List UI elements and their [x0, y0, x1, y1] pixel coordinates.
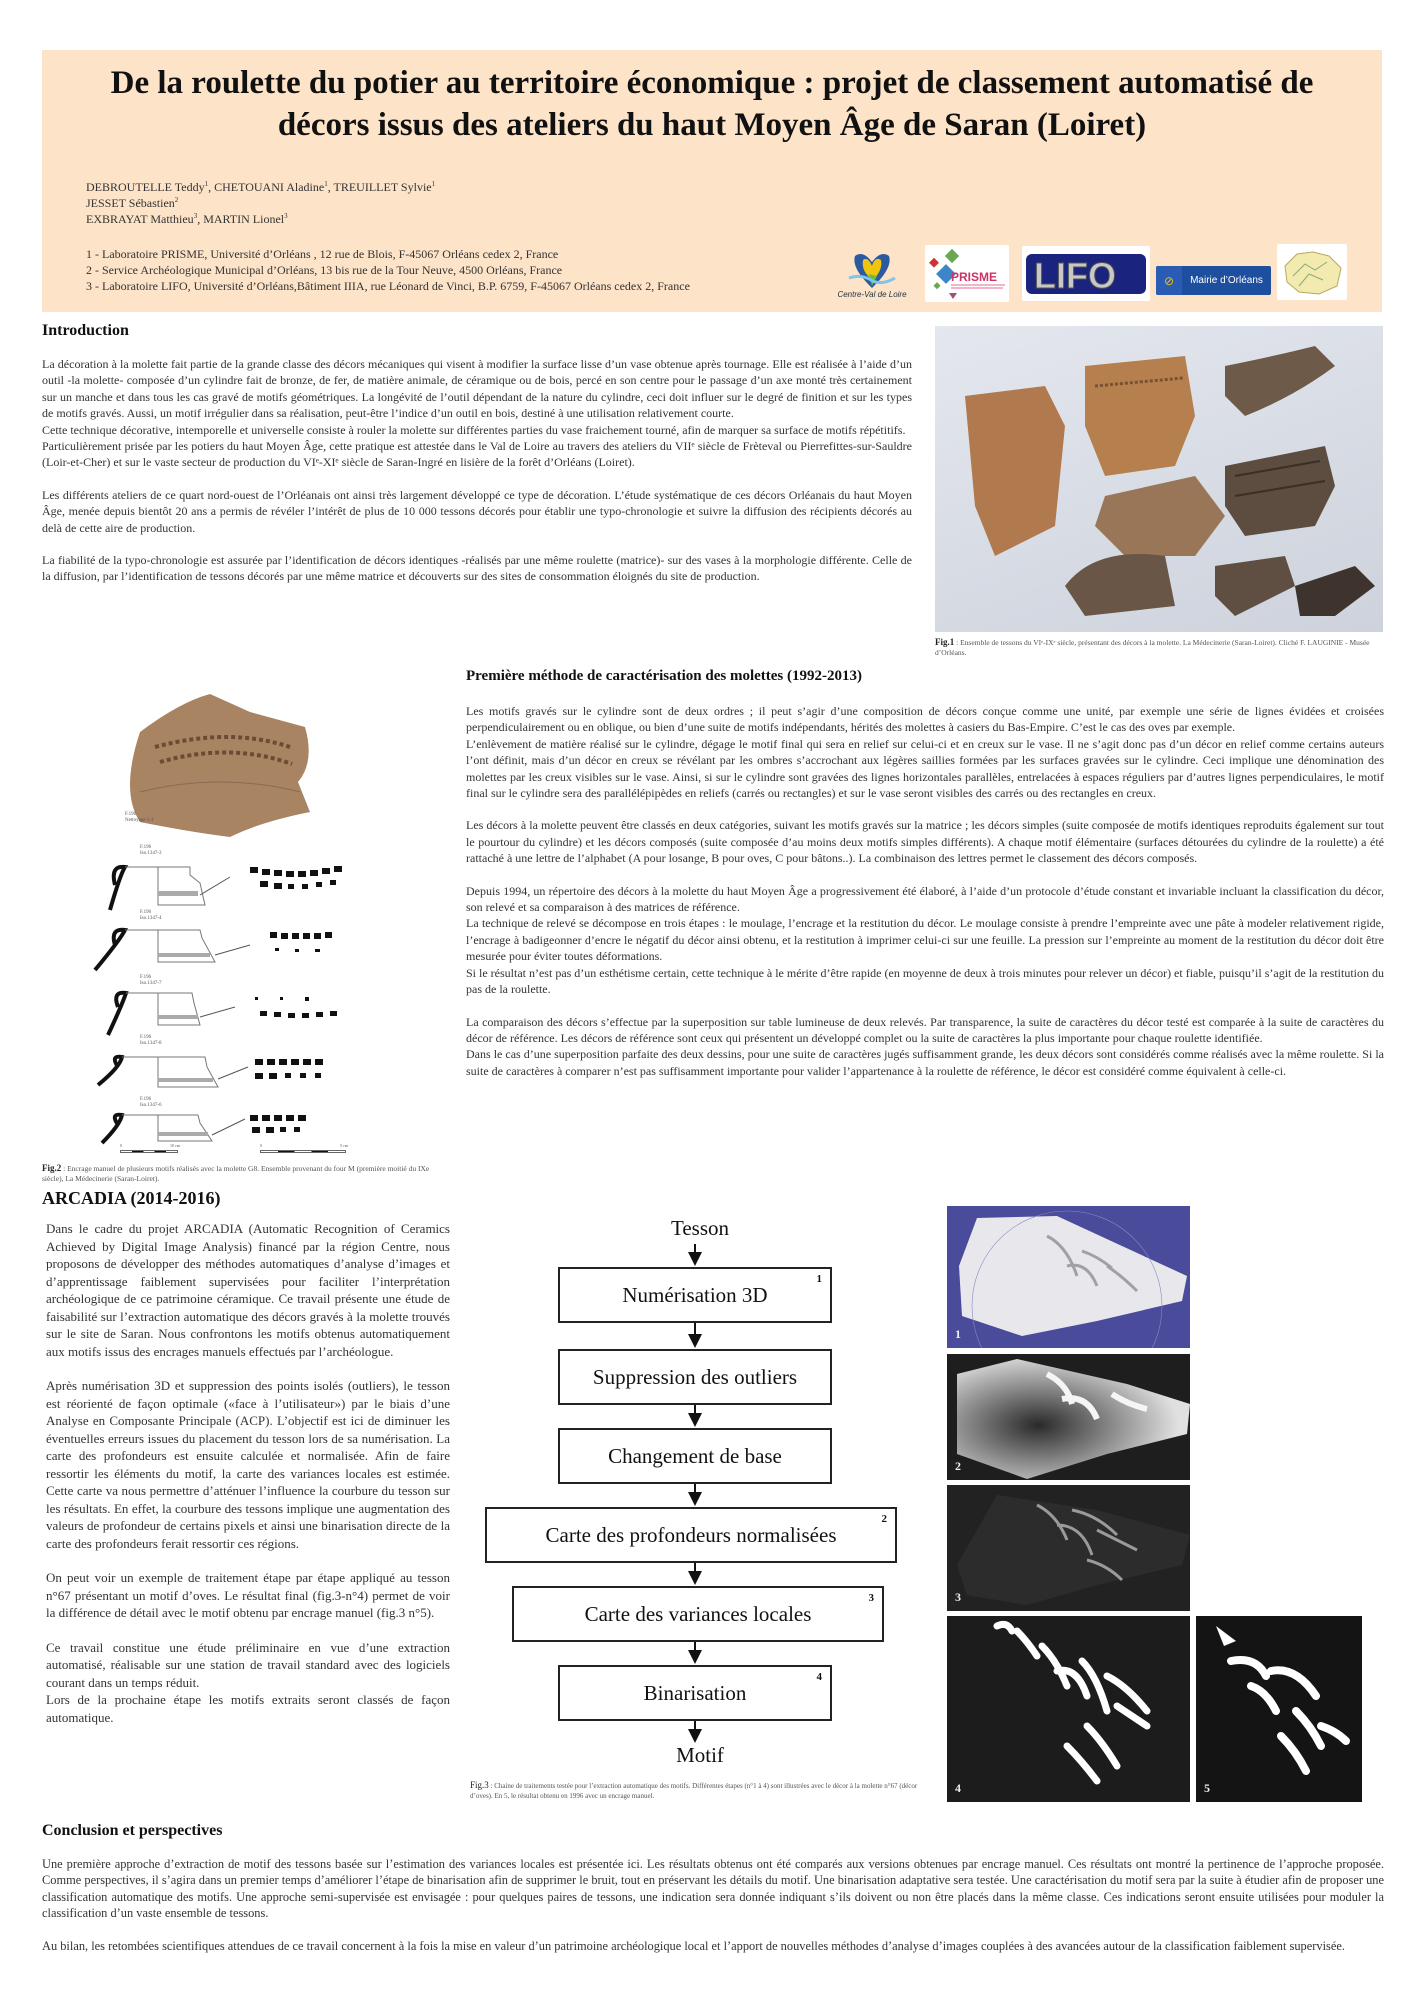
label-line: F.196 — [140, 1097, 152, 1102]
flow-step-label: Changement de base — [608, 1443, 782, 1468]
flow-step-label: Suppression des outliers — [592, 1364, 798, 1389]
panel-number: 5 — [1204, 1781, 1210, 1795]
fig1-caption — [935, 637, 1383, 658]
fig1-caption-text: : Ensemble de tessons du VIᵉ-IXᵉ siècle, présentant des décors à la molette. La Médecinerie (Saran-Loiret). Cliché F. LAUGINIE - Musée d’Orléans. — [935, 638, 1370, 657]
author: MARTIN Lionel — [203, 212, 285, 226]
panel-number: 4 — [955, 1781, 961, 1795]
author: CHETOUANI Aladine — [214, 180, 325, 194]
flow-step-profondeurs — [485, 1507, 897, 1563]
flow-step-changement — [558, 1428, 832, 1484]
author: TREUILLET Sylvie — [333, 180, 432, 194]
label-line: Iso.1347-8 — [140, 1041, 162, 1046]
fig3-panel-3d-scan — [947, 1206, 1190, 1348]
flow-step-number: 2 — [881, 1513, 887, 1525]
scale-end: 5 cm — [340, 1143, 348, 1148]
scan-image — [947, 1206, 1190, 1348]
scale-bar — [120, 1150, 178, 1153]
heart-icon — [847, 250, 897, 290]
arcadia-paragraph: Dans le cadre du projet ARCADIA (Automatic Recognition of Ceramics Achieved by Digital Image Analysis) financé par la région Centre, nous proposons de développer des méthodes automatiques d’analyse d’images et d’apprentissage faiblement supervisées pour faciliter l’interprétation archéologique de ce patrimoine céramique. Ce travail présente une étude de faisabilité sur l’extraction automatique des décors gravés à la molette trouvés sur le site de Saran. Nous confrontons les motifs obtenus automatiquement aux motifs issus des encrages manuels effectués par l’archéologue. — [46, 1221, 450, 1359]
premiere-paragraph: Les décors à la molette peuvent être classés en deux catégories, suivant les motifs gravés sur la matrice ; les décors simples (suite composée de motifs identiques reproduits également sur tout le pourtour du cylindre) et les décors composés (suite composée d’au moins deux motifs simples différents). A chaque motif élémentaire (surfaces détourées du cylindre de la roulette) a été rattaché à une lettre de l’alphabet (A pour losange, B pour oves, C pour bâtons..). La combinaison des lettres permet le classement des décors composés. — [466, 818, 1384, 866]
conclusion-paragraph: Une première approche d’extraction de motif des tessons basée sur l’estimation des variances locales est présentée ici. Les résultats obtenus ont été comparés aux versions obtenues par encrage manuel. Ces résultats ont montré la pertinence de l’approche proposée. Comme perspectives, il s’agira dans un premier temps d’améliorer l’étape de binarisation afin de supprimer le bruit, tout en préservant les détails du motif. Une binarisation adaptative sera testée. Une caractérisation du motif sera par la suite à étudier afin de proposer une classification automatique des motifs. Une approche semi-supervisée est envisagée : pour quelques paires de tessons, une indication sera donnée indiquant s’ils doivent ou non être placés dans la même classe. Ces indications seront ensuite utilisées pour moduler la classification d’un vaste ensemble de tessons. — [42, 1857, 1384, 1921]
flow-step-number: 1 — [816, 1273, 822, 1285]
processing-flowchart — [470, 1200, 930, 1770]
flow-step-number: 3 — [868, 1592, 874, 1604]
label-line: Iso.1347-4 — [140, 916, 162, 921]
introduction-paragraph: Particulièrement prisée par les potiers du haut Moyen Âge, cette pratique est attestée dans le Val de Loire au travers des ateliers du VIIᵉ siècle de Frèteval ou Pierrefittes-sur-Sauldre (Loir-et-Cher) et sur le vaste secteur de production du VIᵉ-XIᵉ siècle de Saran-Ingré en lisière de la forêt d’Orléans (Loiret). — [42, 439, 912, 470]
profile-row — [80, 975, 450, 1045]
introduction-heading: Introduction — [42, 322, 129, 339]
label-line: Iso.1347-7 — [140, 981, 162, 986]
map-icon — [1279, 246, 1345, 298]
flow-step-variances — [512, 1586, 884, 1642]
label-line: Iso.1347-3 — [140, 851, 162, 856]
affiliation-3: 3 - Laboratoire LIFO, Université d’Orléans,Bâtiment IIIA, rue Léonard de Vinci, B.P. 6759, F-45067 Orléans cedex 2, France — [86, 279, 690, 293]
logo-text: Mairie d’Orléans — [1190, 275, 1263, 286]
profile-drawing — [80, 1045, 450, 1105]
arrow-down-icon — [688, 1252, 702, 1266]
profile-label — [140, 1035, 162, 1047]
affiliation-2: 2 - Service Archéologique Municipal d’Orléans, 13 bis rue de la Tour Neuve, 4500 Orléans, France — [86, 263, 563, 277]
introduction-paragraph: La fiabilité de la typo-chronologie est assurée par l’identification de décors identiques -réalisés par une même roulette (matrice)- sur des vases à la morphologie différente. Celle de la diffusion, par l’identification de tessons décorés par une même matrice et découverts sur des sites de consommation éloignés du site de production. — [42, 553, 912, 584]
premiere-paragraph: La comparaison des décors s’effectue par la superposition sur table lumineuse de deux relevés. Par transparence, la suite de caractères du décor testé est comparée à la suite de caractères du décor de référence. Les décors de référence sont ceux qui présentent un développé complet ou la suite de caractères la plus importante pour chaque roulette identifiée. — [466, 1014, 1384, 1045]
profile-row — [80, 1097, 450, 1165]
fig1-label: Fig.1 — [935, 637, 955, 647]
profile-label — [140, 1097, 162, 1109]
author: DEBROUTELLE Teddy — [86, 180, 205, 194]
scale-end: 10 cm — [170, 1143, 180, 1148]
manual-motif-image — [1196, 1616, 1362, 1802]
flowchart-start: Tesson — [670, 1216, 730, 1240]
centre-val-de-loire-logo — [832, 243, 912, 305]
authors-line-1: DEBROUTELLE Teddy$^1$, CHETOUANI Aladine$^1$, TREUILLET Sylvie$^1$ — [86, 180, 436, 194]
arrow-down-icon — [688, 1729, 702, 1743]
fig2-label: Fig.2 — [42, 1163, 62, 1173]
fig3-panel-manual-encrage — [1196, 1616, 1362, 1802]
scale-bar-10cm — [120, 1143, 180, 1155]
fig2-profiles — [80, 845, 450, 1155]
flow-step-numerisation — [558, 1267, 832, 1323]
author-sup: 3 — [193, 212, 198, 220]
arcadia-paragraph: Ce travail constitue une étude préliminaire en vue d’une extraction automatisé, réalisable sur une station de travail standard avec des logiciels courant dans un temps réduit. — [46, 1639, 450, 1690]
profile-drawing — [80, 855, 450, 915]
introduction-paragraph: Les différents ateliers de ce quart nord-ouest de l’Orléanais ont ainsi très largement développé ce type de décoration. L’étude systématique de ces décors Orléanais du haut Moyen Âge, menée depuis bientôt 20 ans a permis de révéler l’intérêt de plus de 10 000 tessons décorés pour établir une typo-chronologie et suivre la diffusion des récipients décorés au delà de cette aire de production. — [42, 487, 912, 535]
premiere-paragraph: Depuis 1994, un répertoire des décors à la molette du haut Moyen Âge a progressivement été élaboré, à l’aide d’un protocole d’étude constant et invariable incluant la classification du décor, son relevé et sa comparaison à des matrices de référence. — [466, 883, 1384, 915]
premiere-paragraph: La technique de relevé se décompose en trois étapes : le moulage, l’encrage et la restitution du décor. Le moulage consiste à prendre l’empreinte avec une pâte à modeler relativement rigide, l’encrage à badigeonner d’encre le négatif du décor ainsi obtenu, et la restitution à imprimer celui-ci sur une feuille. La pression sur l’empreinte au moment de la restitution du décor doit être mesurée pour éviter toutes déformations. — [466, 916, 1384, 964]
label-line: F.196 — [140, 975, 152, 980]
profile-label — [140, 845, 162, 857]
profile-drawing — [80, 920, 450, 980]
fig3-label: Fig.3 — [470, 1780, 489, 1790]
profile-row — [80, 1035, 450, 1105]
arcadia-paragraph: Après numérisation 3D et suppression des points isolés (outliers), le tesson est réorienté de façon optimale («face à l’utilisateur») par le biais d’une Analyse en Composante Principale (ACP). L’objectif est ici de diminuer les éventuelles erreurs issues du placement du tesson lors de sa numérisation. La carte des profondeurs est ensuite calculée et normalisée. Afin de faire ressortir les éléments du motif, la carte des variances locales est estimée. Cette carte va nous permettre d’atténuer l’influence la courbure du tesson sur les résultats. En effet, la courbure des tessons implique une augmentation des valeurs de profondeur de certains pixels et ainsi une binarisation directe de la carte des profondeurs ferait ressortir ces régions. — [46, 1378, 450, 1551]
authors-line-3: EXBRAYAT Matthieu$^3$, MARTIN Lionel$^3$ — [86, 212, 288, 226]
premiere-paragraph: Dans le cas d’une superposition parfaite des deux dessins, pour une suite de caractères jugés suffisamment grande, les deux décors sont considérés comme réalisés avec la même roulette. Si la suite de caractères à comparer n’est pas suffisamment importante pour valider l’appartenance à la roulette de référence, le décor est considéré comme équivalent à celle-ci. — [466, 1047, 1384, 1078]
flowchart-end: Motif — [676, 1743, 724, 1767]
fig2-caption-text: : Encrage manuel de plusieurs motifs réalisés avec la molette G8. Ensemble provenant du four M (première moitié du IXe siècle), La Médecinerie (Saran-Loiret). — [42, 1164, 430, 1183]
profile-row — [80, 910, 450, 980]
flow-step-number: 4 — [816, 1671, 822, 1683]
premiere-methode-heading: Première méthode de caractérisation des molettes (1992-2013) — [466, 668, 862, 684]
profile-drawing — [80, 985, 450, 1045]
binarised-image — [947, 1616, 1190, 1802]
title-line-2: décors issus des ateliers du haut Moyen Âge de Saran (Loiret) — [277, 107, 1147, 143]
conclusion-body — [42, 1856, 1384, 1954]
author: JESSET Sébastien — [86, 196, 175, 210]
fig3-caption-text: : Chaine de traitements testée pour l’extraction automatique des motifs. Différentes étapes (n°1 à 4) sont illustrées avec le décor à la molette n°67 (décor d’oves). En 5, le résultat obtenu en 1996 avec un encrage manuel. — [470, 1782, 918, 1800]
fig3-panel-depth-map — [947, 1354, 1190, 1480]
conclusion-heading: Conclusion et perspectives — [42, 1822, 223, 1839]
prisme-mark-icon — [925, 245, 1009, 302]
prisme-logo — [925, 245, 1009, 302]
arcadia-body — [46, 1220, 450, 1726]
label-line: F.196 — [125, 812, 137, 817]
affiliation-1: 1 - Laboratoire PRISME, Université d’Orléans , 12 rue de Blois, F-45067 Orléans cedex 2, France — [86, 247, 559, 261]
flow-step-label: Carte des variances locales — [584, 1601, 812, 1626]
author-sup: 2 — [174, 196, 179, 204]
poster-title — [42, 62, 1382, 146]
scale-bar-5cm — [260, 1143, 350, 1155]
fig3-caption — [470, 1780, 920, 1801]
author-sup: 3 — [284, 212, 288, 220]
flow-step-label: Binarisation — [643, 1680, 747, 1705]
svg-text:PRISME: PRISME — [951, 270, 998, 284]
mairie-orleans-logo — [1156, 266, 1271, 295]
depth-map-image — [947, 1354, 1190, 1480]
arrow-down-icon — [688, 1571, 702, 1585]
profile-row — [80, 845, 450, 915]
fig2-photo-label — [125, 812, 153, 824]
premiere-methode-body — [466, 703, 1384, 1079]
introduction-paragraph: Cette technique décorative, intemporelle et universelle consiste à rouler la molette sur différentes parties du vase fraichement tourné, afin de marquer sa surface de motifs répétitifs. — [42, 422, 906, 437]
fig1-photo — [935, 326, 1383, 632]
label-line: F.196 — [140, 1035, 152, 1040]
title-line-1: De la roulette du potier au territoire économique : projet de classement automatisé de — [110, 65, 1314, 101]
author-sup: 1 — [324, 180, 328, 188]
label-line: F.196 — [140, 910, 152, 915]
introduction-body — [42, 356, 912, 585]
flow-step-label: Carte des profondeurs normalisées — [545, 1522, 837, 1547]
arcadia-paragraph: Lors de la prochaine étape les motifs extraits seront classés de façon automatique. — [46, 1692, 450, 1725]
introduction-paragraph: La décoration à la molette fait partie de la grande classe des décors mécaniques qui visent à modifier la surface lisse d’un vase obtenue après tournage. Elle est réalisée à l’aide d’un outil -la molette- composée d’un cylindre fait de bronze, de fer, de matière animale, de céramique ou de bois, percé en son centre pour le passage d’un axe monté très certainement sur un manche et dans tous les cas gravé de motifs géométriques. La longévité de l’outil dépendant de la nature du cylindre, ceci doit influer sur le degré de finition et sur les types de motifs gravés. Aussi, un motif irrégulier dans sa réalisation, peut-être l’indice d’un outil en bois, destiné à une utilisation relativement courte. — [42, 357, 912, 421]
lifo-mark-icon — [1024, 248, 1148, 300]
author-sup: 1 — [204, 180, 209, 188]
profile-label — [140, 910, 162, 922]
svg-text:LIFO: LIFO — [1034, 254, 1116, 296]
premiere-paragraph: L’enlèvement de matière réalisé sur le cylindre, dégage le motif final qui sera en relief sur celui-ci et en creux sur le vase. Il ne s’agit donc pas d’un décor en relief comme certains auteurs l’ont définit, mais d’un décor en creux se révélant par les ombres s’accrochant aux légères saillies formées par les surfaces gravées sur le cylindre. Ceci implique une dénomination des molettes par les creux visibles sur le vase. Ainsi, si sur le cylindre sont gravées des lignes horizontales parallèles, entrelacées à espaces réguliers par d’autres lignes perpendiculaires, le motif final sur le cylindre sera des parallélépipèdes en reliefs (carrés ou rectangles) et sur le vase seront visibles des carrés ou des rectangles en creux. — [466, 736, 1384, 801]
profile-label — [140, 975, 162, 987]
lifo-logo — [1022, 246, 1150, 301]
scale-start: 0 — [260, 1143, 262, 1148]
fig3-panel-variance-map — [947, 1485, 1190, 1611]
scale-bar — [260, 1150, 346, 1153]
label-line: Iso.1347-6 — [140, 1103, 162, 1108]
fig2-caption — [42, 1163, 447, 1184]
arrow-down-icon — [688, 1492, 702, 1506]
flow-step-binarisation — [558, 1665, 832, 1721]
premiere-paragraph: Les motifs gravés sur le cylindre sont de deux ordres ; il peut s’agir d’une composition de décors conçue comme une unité, par exemple une série de lignes évidées et croisées perpendiculairement ou en oblique, ou bien d’une suite de motifs indépendants, hérités des molettes à casiers du Bas-Empire. C’est le cas des oves par exemple. — [466, 704, 1384, 735]
flow-step-label: Numérisation 3D — [622, 1282, 768, 1307]
flow-step-suppression — [558, 1349, 832, 1405]
mairie-icon: ⊘ — [1156, 266, 1182, 295]
label-line: Nettoyage 1-1 — [125, 818, 154, 823]
arrow-down-icon — [688, 1413, 702, 1427]
logo-text: Centre-Val de Loire — [837, 289, 907, 299]
scale-start: 0 — [120, 1143, 122, 1148]
panel-number: 3 — [955, 1590, 961, 1604]
label-line: F.196 — [140, 845, 152, 850]
variance-map-image — [947, 1485, 1190, 1611]
fig3-panel-binarised — [947, 1616, 1190, 1802]
map-logo — [1277, 244, 1347, 300]
author: EXBRAYAT Matthieu — [86, 212, 194, 226]
poster-header — [42, 50, 1382, 312]
pottery-sherds-image — [935, 326, 1383, 632]
conclusion-paragraph: Au bilan, les retombées scientifiques attendues de ce travail concernent à la fois la mise en valeur d’un patrimoine archéologique local et l’apport de nouvelles méthodes d’analyse d’images couplées à des avancées autour de la classification faiblement supervisée. — [42, 1938, 1345, 1953]
arcadia-paragraph: On peut voir un exemple de traitement étape par étape appliqué au tesson n°67 présentant un motif d’oves. Le résultat final (fig.3-n°4) permet de voir la différence de détail avec le motif obtenu par encrage manuel (fig.3 n°5). — [46, 1570, 450, 1620]
panel-number: 2 — [955, 1459, 961, 1473]
author-sup: 1 — [431, 180, 436, 188]
arrow-down-icon — [688, 1650, 702, 1664]
arcadia-heading: ARCADIA (2014-2016) — [42, 1188, 221, 1208]
arrow-down-icon — [688, 1334, 702, 1348]
panel-number: 1 — [955, 1327, 961, 1341]
premiere-paragraph: Si le résultat n’est pas d’un esthétisme certain, cette technique à le mérite d’être rapide (en moyenne de deux à trois minutes pour relever un décor) et fiable, puisqu’il s’agit de la restitution du pas de la roulette. — [466, 965, 1385, 997]
